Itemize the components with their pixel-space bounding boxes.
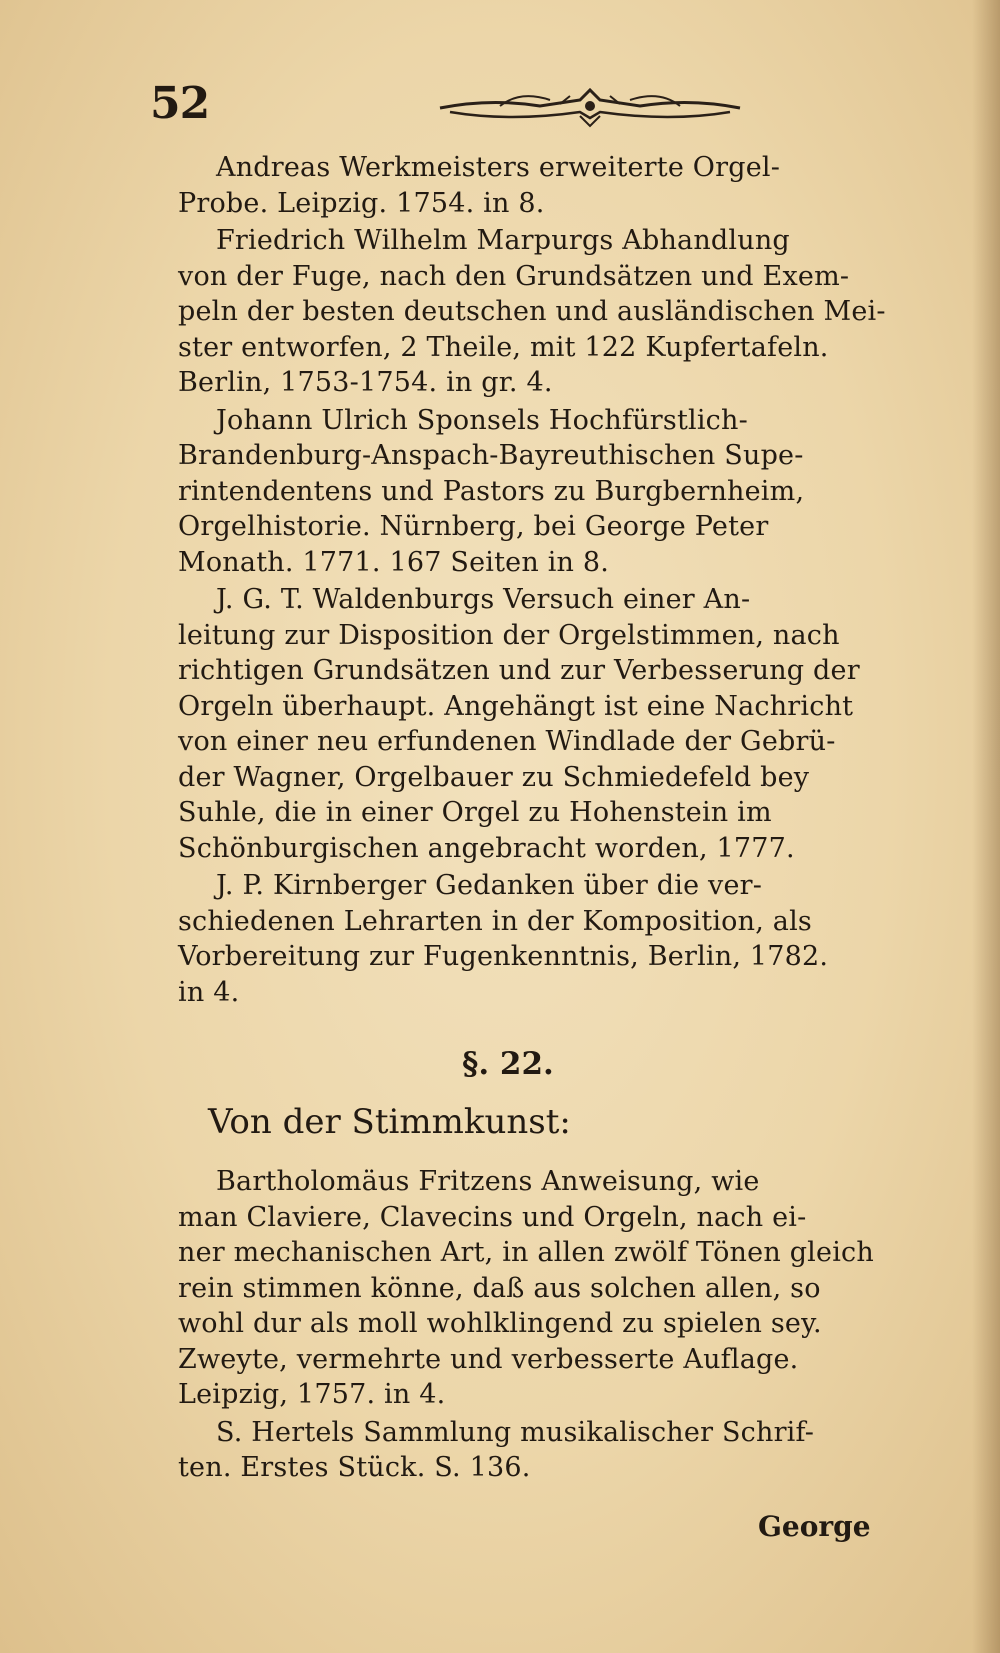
text-line: Orgelhistorie. Nürnberg, bei George Peter bbox=[178, 511, 769, 542]
bibliography-entry bbox=[178, 1164, 878, 1413]
text-line: Vorbereitung zur Fugenkenntnis, Berlin, 1782. bbox=[178, 941, 829, 972]
text-line: ner mechanischen Art, in allen zwölf Tönen gleich bbox=[178, 1237, 874, 1268]
section-heading: Von der Stimmkunst: bbox=[208, 1102, 571, 1142]
text-line: Zweyte, vermehrte und verbesserte Auflage. bbox=[178, 1343, 799, 1375]
bibliography-entry bbox=[178, 150, 878, 221]
text-line: Suhle, die in einer Orgel zu Hohenstein im bbox=[178, 797, 772, 828]
text-line: richtigen Grundsätzen und zur Verbesserung der bbox=[178, 655, 860, 686]
text-line: der Wagner, Orgelbauer zu Schmiedefeld bey bbox=[178, 761, 810, 793]
text-line: J. P. Kirnberger Gedanken über die ver- bbox=[216, 870, 763, 901]
text-line: Berlin, 1753-1754. in gr. 4. bbox=[178, 367, 553, 398]
decorative-vignette-icon bbox=[430, 82, 750, 128]
text-line: leitung zur Disposition der Orgelstimmen, nach bbox=[178, 619, 840, 651]
text-line: wohl dur als moll wohlklingend zu spielen sey. bbox=[178, 1308, 822, 1339]
text-line: Johann Ulrich Sponsels Hochfürstlich- bbox=[216, 404, 748, 436]
text-line: von einer neu erfundenen Windlade der Gebrü- bbox=[178, 726, 836, 757]
text-line: in 4. bbox=[178, 976, 240, 1008]
text-line: Orgeln überhaupt. Angehängt ist eine Nachricht bbox=[178, 690, 854, 722]
text-line: rintendentens und Pastors zu Burgbernheim, bbox=[178, 475, 805, 507]
text-line: Brandenburg-Anspach-Bayreuthischen Supe- bbox=[178, 440, 804, 471]
page-number: 52 bbox=[150, 78, 210, 129]
page-edge-shadow bbox=[972, 0, 1000, 1653]
text-line: ten. Erstes Stück. S. 136. bbox=[178, 1452, 531, 1483]
text-line: man Claviere, Clavecins und Orgeln, nach ei- bbox=[178, 1201, 807, 1233]
text-line: Friedrich Wilhelm Marpurgs Abhandlung bbox=[216, 225, 790, 256]
bibliography-list-before bbox=[178, 150, 886, 1010]
bibliography-entry bbox=[178, 868, 878, 1010]
text-line: schiedenen Lehrarten in der Komposition, als bbox=[178, 905, 812, 937]
text-line: J. G. T. Waldenburgs Versuch einer An- bbox=[216, 584, 751, 615]
bibliography-entry bbox=[178, 582, 878, 866]
section-number: §. 22. bbox=[462, 1046, 554, 1082]
page-header bbox=[150, 78, 870, 138]
text-line: ster entworfen, 2 Theile, mit 122 Kupfertafeln. bbox=[178, 331, 829, 363]
bibliography-entry bbox=[178, 1415, 878, 1486]
text-line: rein stimmen könne, daß aus solchen allen, so bbox=[178, 1272, 821, 1304]
main-text bbox=[178, 150, 886, 1488]
text-line: Monath. 1771. 167 Seiten in 8. bbox=[178, 546, 610, 578]
text-line: S. Hertels Sammlung musikalischer Schrif- bbox=[216, 1416, 815, 1448]
text-line: Probe. Leipzig. 1754. in 8. bbox=[178, 187, 545, 219]
catchword: George bbox=[758, 1510, 871, 1543]
text-line: Bartholomäus Fritzens Anweisung, wie bbox=[216, 1166, 760, 1197]
text-line: peln der besten deutschen und ausländischen Mei- bbox=[178, 296, 886, 327]
text-line: Andreas Werkmeisters erweiterte Orgel- bbox=[216, 152, 781, 183]
text-line: von der Fuge, nach den Grundsätzen und Exem- bbox=[178, 260, 850, 292]
bibliography-entry bbox=[178, 223, 886, 401]
text-line: Leipzig, 1757. in 4. bbox=[178, 1379, 446, 1410]
bibliography-entry bbox=[178, 403, 878, 581]
text-line: Schönburgischen angebracht worden, 1777. bbox=[178, 832, 795, 864]
bibliography-list-after bbox=[178, 1164, 878, 1486]
